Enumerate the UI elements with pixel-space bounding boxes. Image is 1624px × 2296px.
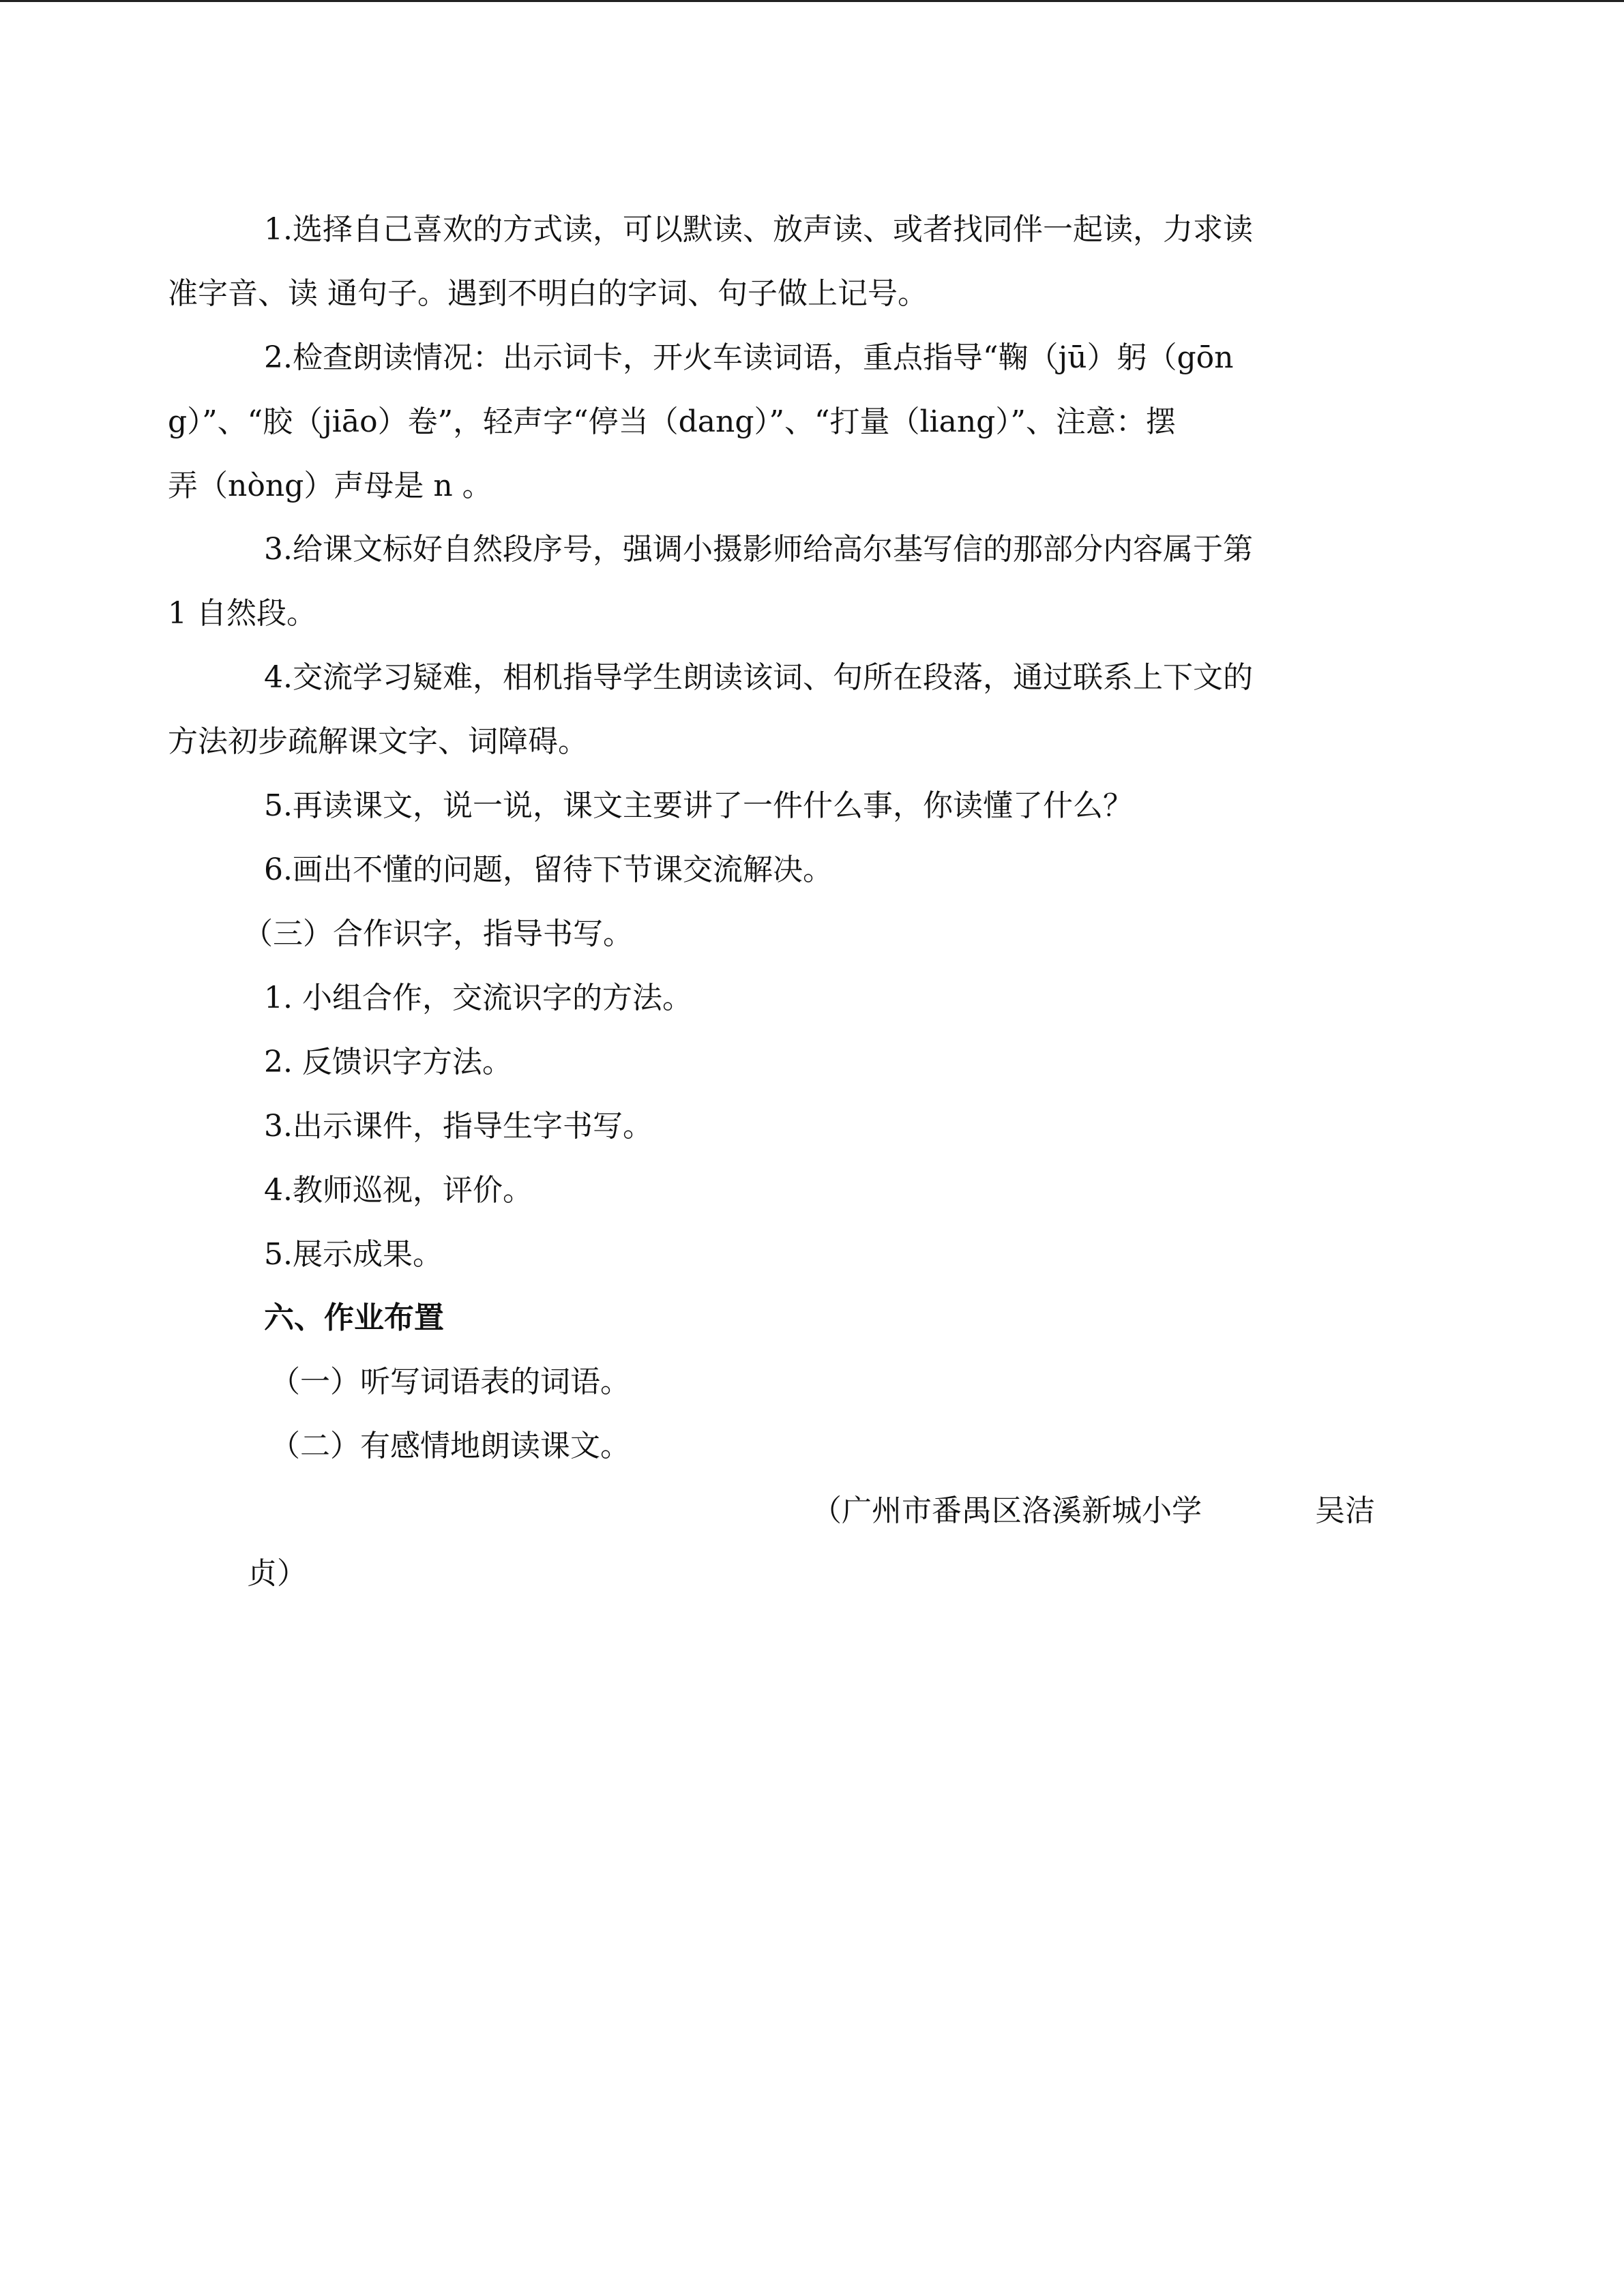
paragraph-4-line-2: 方法初步疏解课文字、词障碍。 [168, 724, 588, 759]
paragraph-3-line-1: 3.给课文标好自然段序号，强调小摄影师给高尔基写信的那部分内容属于第 [264, 532, 1253, 567]
section-3-item-3: 3.出示课件，指导生字书写。 [264, 1109, 653, 1144]
paragraph-4-line-1: 4.交流学习疑难，相机指导学生朗读该词、句所在段落，通过联系上下文的 [264, 660, 1253, 695]
paragraph-2-line-3: 弄（nòng）声母是 n 。 [168, 468, 492, 503]
author-affiliation: （广州市番禺区洛溪新城小学 [812, 1493, 1202, 1528]
section-3-item-4: 4.教师巡视，评价。 [264, 1173, 533, 1208]
section-3-heading: （三）合作识字，指导书写。 [243, 916, 633, 951]
homework-item-2: （二）有感情地朗读课文。 [270, 1429, 630, 1463]
author-name-part-2: 贞） [247, 1556, 307, 1591]
paragraph-2-line-2: g）”、“胶（jiāo）卷”，轻声字“停当（dang）”、“打量（liang）”、注意：摆 [168, 404, 1176, 439]
homework-item-1: （一）听写词语表的词语。 [270, 1365, 630, 1399]
section-6-heading: 六、作业布置 [264, 1300, 444, 1335]
paragraph-2-line-1: 2.检查朗读情况：出示词卡，开火车读词语，重点指导“鞠（jū）躬（gōn [264, 340, 1234, 375]
section-3-item-5: 5.展示成果。 [264, 1237, 443, 1272]
section-3-item-2: 2. 反馈识字方法。 [264, 1045, 512, 1079]
author-name-part-1: 吴洁 [1315, 1493, 1375, 1528]
paragraph-3-line-2: 1 自然段。 [168, 596, 316, 631]
paragraph-6: 6.画出不懂的问题，留待下节课交流解决。 [264, 852, 833, 887]
paragraph-1-line-1: 1.选择自己喜欢的方式读，可以默读、放声读、或者找同伴一起读，力求读 [264, 212, 1253, 247]
paragraph-5: 5.再读课文，说一说，课文主要讲了一件什么事，你读懂了什么？ [264, 788, 1133, 823]
paragraph-1-line-2: 准字音、读 通句子。遇到不明白的字词、句子做上记号。 [168, 276, 928, 311]
section-3-item-1: 1. 小组合作，交流识字的方法。 [264, 981, 692, 1015]
